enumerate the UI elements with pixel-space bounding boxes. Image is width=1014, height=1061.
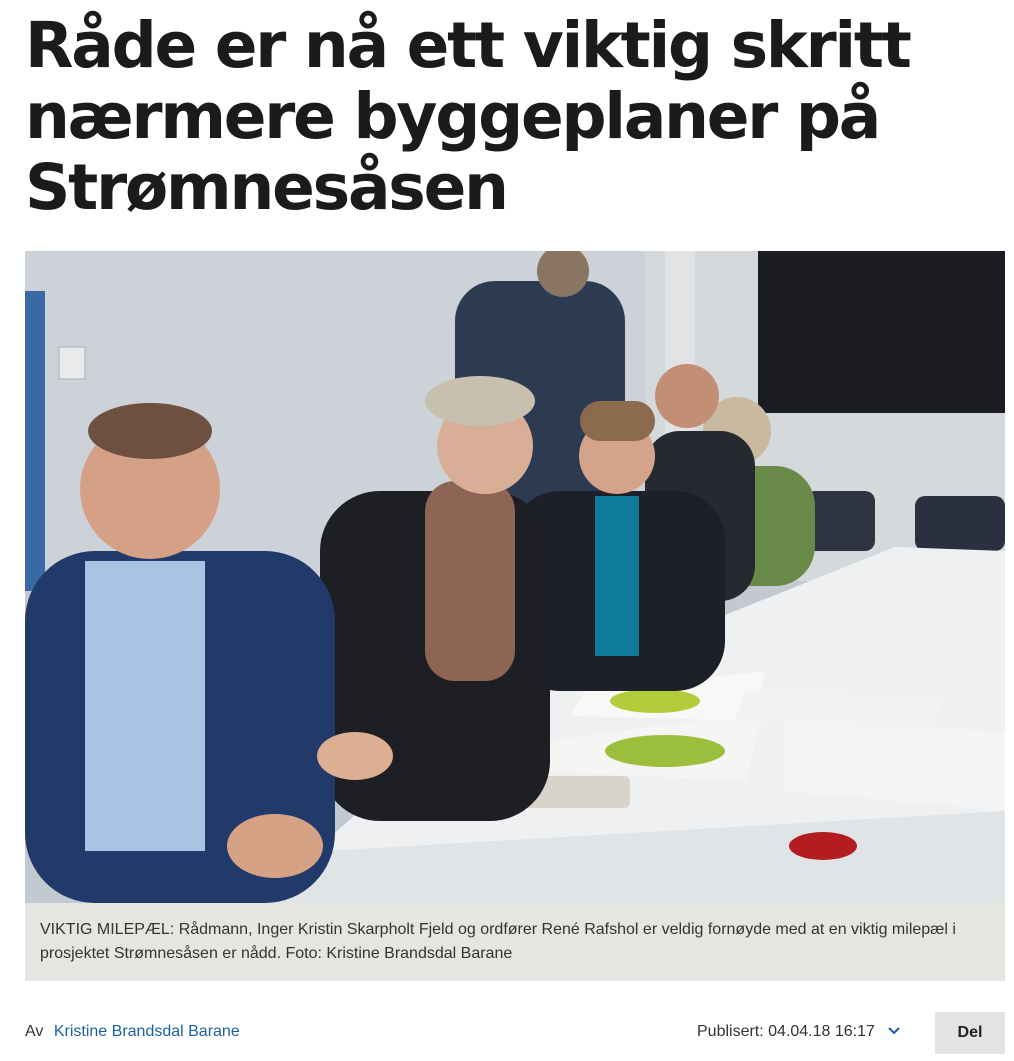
chevron-down-icon — [887, 1023, 901, 1041]
article-photo — [25, 251, 1005, 903]
photo-caption: VIKTIG MILEPÆL: Rådmann, Inger Kristin Skarpholt Fjeld og ordfører René Rafshol er veldig fornøyde med at en viktig milepæl i prosjektet Strømnesåsen er nådd. Foto: Kristine Brandsdal Barane — [40, 921, 956, 962]
article-figure — [25, 251, 1005, 981]
headline: Råde er nå ett viktig skritt nærmere byggeplaner på Strømnesåsen — [25, 9, 910, 224]
byline — [25, 1023, 240, 1041]
byline-prefix: Av — [25, 1023, 44, 1040]
author-link[interactable]: Kristine Brandsdal Barane — [53, 1023, 240, 1040]
share-button[interactable]: Del — [935, 1012, 1005, 1054]
published-date: Publisert: 04.04.18 16:17 — [697, 1023, 875, 1041]
published-dropdown[interactable] — [697, 1023, 901, 1041]
